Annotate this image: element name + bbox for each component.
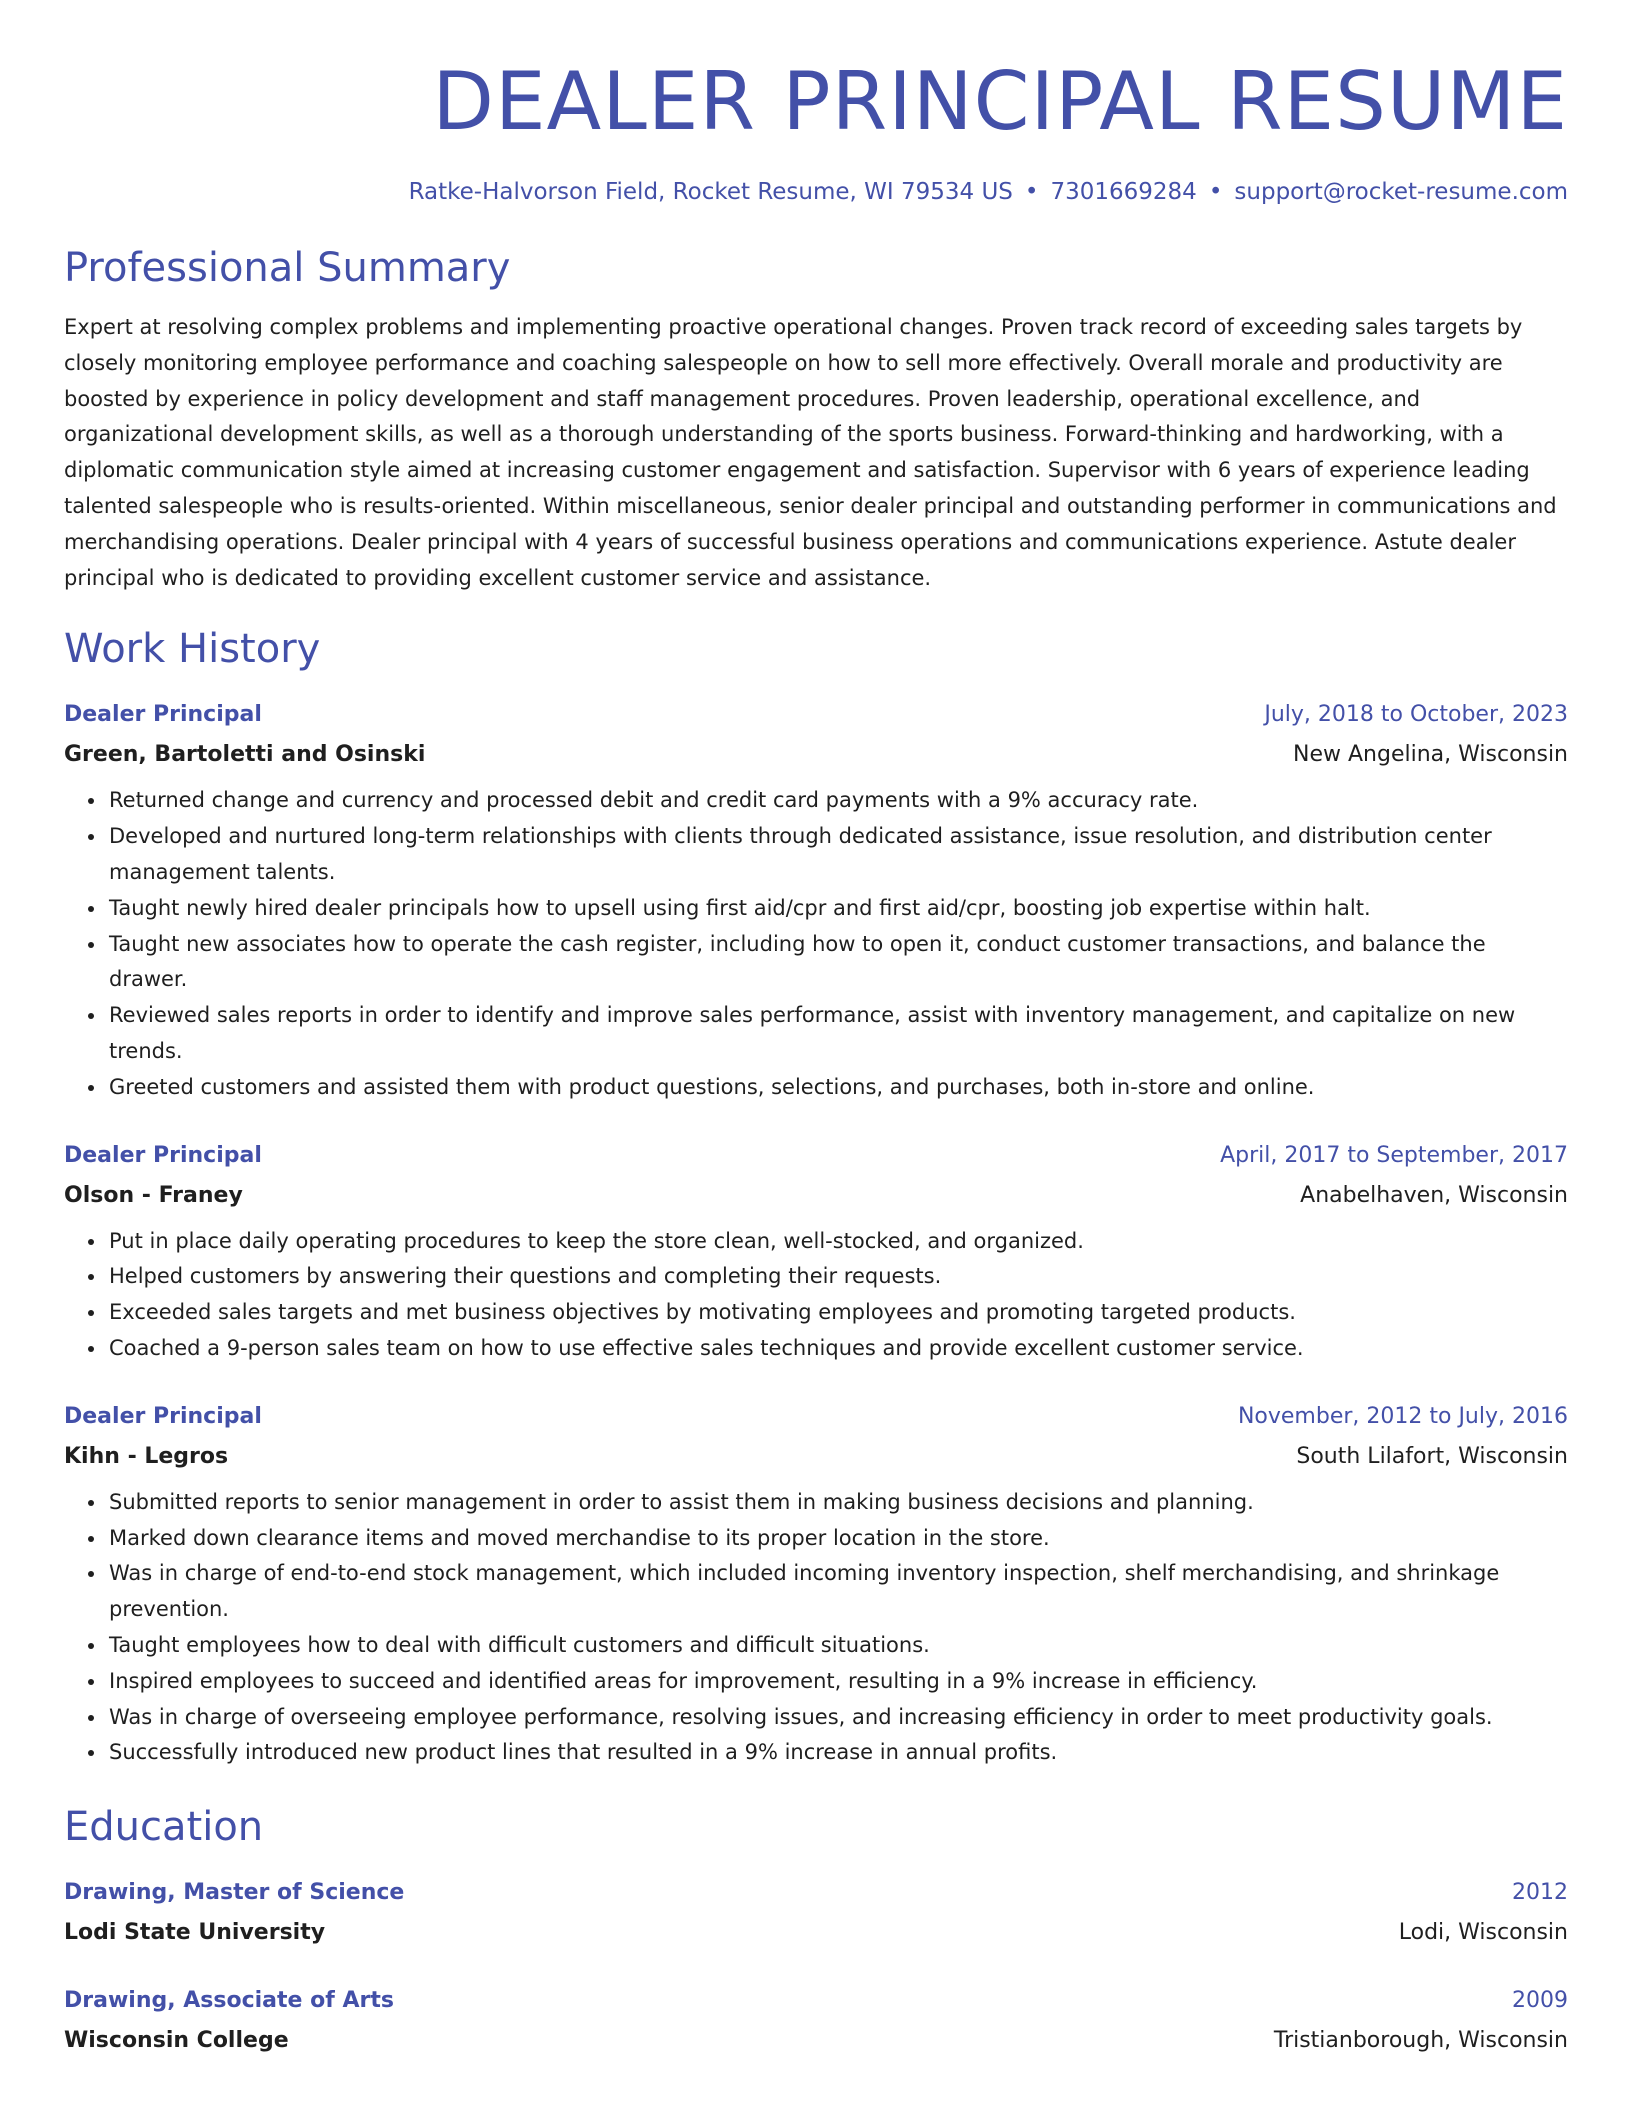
work-history-section (64, 623, 1568, 1771)
job-role: Dealer Principal (64, 702, 262, 728)
job-bullet: • Taught employees how to deal with difficult customers and difficult situations. (107, 1628, 1568, 1664)
job-bullet: • Reviewed sales reports in order to identify and improve sales performance, assist with inventory management, and capitalize on new trends. (107, 998, 1568, 1070)
contact-email: support@rocket-resume.com (1234, 179, 1568, 205)
education-year: 2009 (1512, 1988, 1568, 2014)
job-entry (64, 1397, 1568, 1771)
job-bullet: • Coached a 9-person sales team on how to use effective sales techniques and provide excellent customer service. (107, 1331, 1568, 1367)
job-title-row (64, 695, 1568, 735)
education-section (64, 1801, 1568, 2061)
job-title-row (64, 1397, 1568, 1437)
job-location: Anabelhaven, Wisconsin (1300, 1182, 1568, 1208)
job-bullet: • Put in place daily operating procedures to keep the store clean, well-stocked, and organized. (107, 1224, 1568, 1260)
job-bullet: • Marked down clearance items and moved merchandise to its proper location in the store. (107, 1521, 1568, 1557)
education-degree-row (64, 1981, 1568, 2021)
summary-section (64, 242, 1568, 596)
job-location: South Lilafort, Wisconsin (1296, 1443, 1568, 1469)
education-year: 2012 (1512, 1880, 1568, 1906)
job-bullet: • Inspired employees to succeed and identified areas for improvement, resulting in a 9% increase in efficiency. (107, 1664, 1568, 1700)
job-company-row (64, 735, 1568, 775)
job-company: Kihn - Legros (64, 1443, 229, 1469)
education-degree-row (64, 1873, 1568, 1913)
job-bullet: • Taught new associates how to operate the cash register, including how to open it, conduct customer transactions, and balance the drawer. (107, 927, 1568, 999)
education-school-row (64, 2021, 1568, 2061)
job-bullets (64, 1224, 1568, 1367)
summary-text: Expert at resolving complex problems and implementing proactive operational changes. Proven track record of exceeding sales targets by closely monitoring employee performance and coaching salespeople on how to sell more effectively. Overall morale and productivity are boosted by experience in policy development and staff management procedures. Proven leadership, operational excellence, and organizational development skills, as well as a thorough understanding of the sports business. Forward-thinking and hardworking, with a diplomatic communication style aimed at increasing customer engagement and satisfaction. Supervisor with 6 years of experience leading talented salespeople who is results-oriented. Within miscellaneous, senior dealer principal and outstanding performer in communications and merchandising operations. Dealer principal with 4 years of successful business operations and communications experience. Astute dealer principal who is dedicated to providing excellent customer service and assistance. (64, 315, 1557, 590)
job-bullet: • Exceeded sales targets and met business objectives by motivating employees and promoting targeted products. (107, 1295, 1568, 1331)
job-bullet: • Was in charge of overseeing employee performance, resolving issues, and increasing efficiency in order to meet productivity goals. (107, 1700, 1568, 1736)
job-company: Olson - Franey (64, 1182, 243, 1208)
job-entry (64, 1136, 1568, 1367)
education-heading: Education (64, 1804, 264, 1851)
summary-heading: Professional Summary (64, 245, 511, 291)
job-role: Dealer Principal (64, 1142, 262, 1168)
contact-separator: • (1208, 179, 1223, 205)
job-bullet: • Submitted reports to senior management in order to assist them in making business decisions and planning. (107, 1485, 1568, 1521)
resume-header (64, 0, 1568, 208)
job-bullet: • Developed and nurtured long-term relationships with clients through dedicated assistance, issue resolution, and distribution center management talents. (107, 819, 1568, 891)
job-bullets (64, 1485, 1568, 1771)
job-company-row (64, 1176, 1568, 1216)
work-history-heading: Work History (64, 626, 321, 673)
education-location: Tristianborough, Wisconsin (1273, 2028, 1568, 2054)
job-entry (64, 695, 1568, 1105)
education-entry (64, 1873, 1568, 1953)
job-bullet: • Greeted customers and assisted them with product questions, selections, and purchases, both in-store and online. (107, 1070, 1568, 1106)
education-school: Lodi State University (64, 1920, 326, 1946)
education-entry (64, 1981, 1568, 2061)
job-bullet: • Was in charge of end-to-end stock management, which included incoming inventory inspection, shelf merchandising, and shrinkage prevention. (107, 1556, 1568, 1628)
job-bullet: • Returned change and currency and processed debit and credit card payments with a 9% accuracy rate. (107, 783, 1568, 819)
job-location: New Angelina, Wisconsin (1293, 742, 1568, 768)
education-degree: Drawing, Master of Science (64, 1880, 405, 1906)
contact-phone: 7301669284 (1050, 179, 1197, 205)
job-dates: April, 2017 to September, 2017 (1220, 1142, 1568, 1168)
job-title-row (64, 1136, 1568, 1176)
education-school: Wisconsin College (64, 2028, 289, 2054)
contact-separator: • (1024, 179, 1039, 205)
education-school-row (64, 1913, 1568, 1953)
job-company: Green, Bartoletti and Osinski (64, 742, 426, 768)
job-company-row (64, 1437, 1568, 1477)
education-degree: Drawing, Associate of Arts (64, 1988, 394, 2014)
education-location: Lodi, Wisconsin (1398, 1920, 1568, 1946)
page-title: DEALER PRINCIPAL RESUME (432, 55, 1568, 148)
job-bullet: • Taught newly hired dealer principals how to upsell using first aid/cpr and first aid/cpr, boosting job expertise within halt. (107, 891, 1568, 927)
contact-line (64, 176, 1568, 208)
contact-address: Ratke-Halvorson Field, Rocket Resume, WI 79534 US (408, 179, 1013, 205)
job-dates: November, 2012 to July, 2016 (1237, 1403, 1568, 1429)
job-role: Dealer Principal (64, 1403, 262, 1429)
job-bullet: • Successfully introduced new product lines that resulted in a 9% increase in annual profits. (107, 1735, 1568, 1771)
job-bullets (64, 783, 1568, 1105)
job-bullet: • Helped customers by answering their questions and completing their requests. (107, 1259, 1568, 1295)
job-dates: July, 2018 to October, 2023 (1264, 702, 1568, 728)
